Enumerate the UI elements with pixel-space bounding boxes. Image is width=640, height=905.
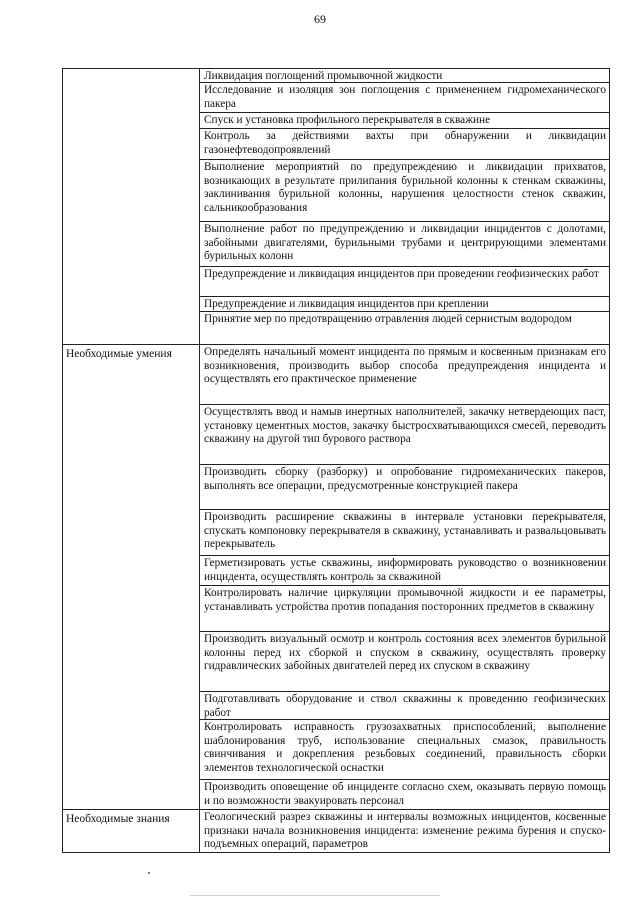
scan-speck <box>148 872 150 874</box>
qualification-table <box>62 68 610 853</box>
scan-edge-line <box>190 895 440 896</box>
list-item: Исследование и изоляция зон поглощения с применением гидромеханического пакера <box>200 83 609 113</box>
list-item: Производить сборку (разборку) и опробование гидромеханических пакеров, выполнять все операции, предусмотренные конструкцией пакера <box>200 465 609 510</box>
list-item: Предупреждение и ликвидация инцидентов при проведении геофизических работ <box>200 267 609 297</box>
list-item: Производить визуальный осмотр и контроль состояния всех элементов бурильной колонны перед их сборкой и спуском в скважину, осуществлять проверку гидравлических забойных двигателей перед их спуском в скважину <box>200 632 609 692</box>
list-item: Контролировать исправность грузозахватных приспособлений, выполнение шаблонирования труб, использование специальных смазок, правильность свинчивания и докрепления резьбовых соединений, правильность сборки элементов технологической оснастки <box>200 720 609 780</box>
list-item: Выполнение работ по предупреждению и ликвидации инцидентов с долотами, забойными двигателями, бурильными трубами и центрирующими элементами бурильных колонн <box>200 222 609 267</box>
table-row-skills <box>63 345 610 810</box>
item-list <box>200 345 609 809</box>
list-item: Принятие мер по предотвращению отравления людей сернистым водородом <box>204 313 572 325</box>
list-item: Ликвидация поглощений промывочной жидкости <box>200 69 609 83</box>
page-number: 69 <box>314 12 326 26</box>
list-item: Осуществлять ввод и намыв инертных наполнителей, закачку нетвердеющих паст, установку цементных мостов, закачку быстросхватывающихся смесей, переводить скважину на другой тип бурового раствора <box>200 405 609 465</box>
list-item: Герметизировать устье скважины, информировать руководство о возникновении инцидента, осуществлять контроль за скважиной <box>200 556 609 586</box>
row-label: Необходимые знания <box>63 810 200 853</box>
list-item: Подготавливать оборудование и ствол скважины к проведению геофизических работ <box>200 692 609 720</box>
table-row-actions <box>63 69 610 345</box>
list-item: Контролировать наличие циркуляции промывочной жидкости и ее параметры, устанавливать устройства против попадания посторонних предметов в скважину <box>200 586 609 632</box>
list-item: Производить расширение скважины в интервале установки перекрывателя, спускать компоновку перекрывателя в скважину, устанавливать и развальцовывать перекрыватель <box>200 510 609 556</box>
list-item: Контроль за действиями вахты при обнаружении и ликвидации газонефтеводопроявлений <box>200 129 609 160</box>
item-list <box>200 69 609 344</box>
list-item: Определять начальный момент инцидента по прямым и косвенным признакам его возникновения, производить выбор способа предупреждения инцидента и осуществлять его практическое применение <box>200 345 609 405</box>
list-item: Предупреждение и ликвидация инцидентов при креплении <box>200 297 609 312</box>
list-item: Выполнение мероприятий по предупреждению и ликвидации прихватов, возникающих в результате прилипания бурильной колонны к стенкам скважины, заклинивания бурильной колонны, нарушения целостности стенок скважин, сальникообразования <box>200 160 609 222</box>
item-list <box>200 810 609 852</box>
list-item: Производить оповещение об инциденте согласно схем, оказывать первую помощь и по возможности эвакуировать персонал <box>204 781 606 807</box>
row-label: Необходимые умения <box>63 345 200 810</box>
list-item: Геологический разрез скважины и интервалы возможных инцидентов, косвенные признаки начала возникновения инцидента: изменение режима бурения и спуско-подъемных операций, параметров <box>204 811 606 851</box>
list-item: Спуск и установка профильного перекрывателя в скважине <box>200 113 609 129</box>
table-row-knowledge <box>63 810 610 853</box>
row-label <box>63 69 200 345</box>
